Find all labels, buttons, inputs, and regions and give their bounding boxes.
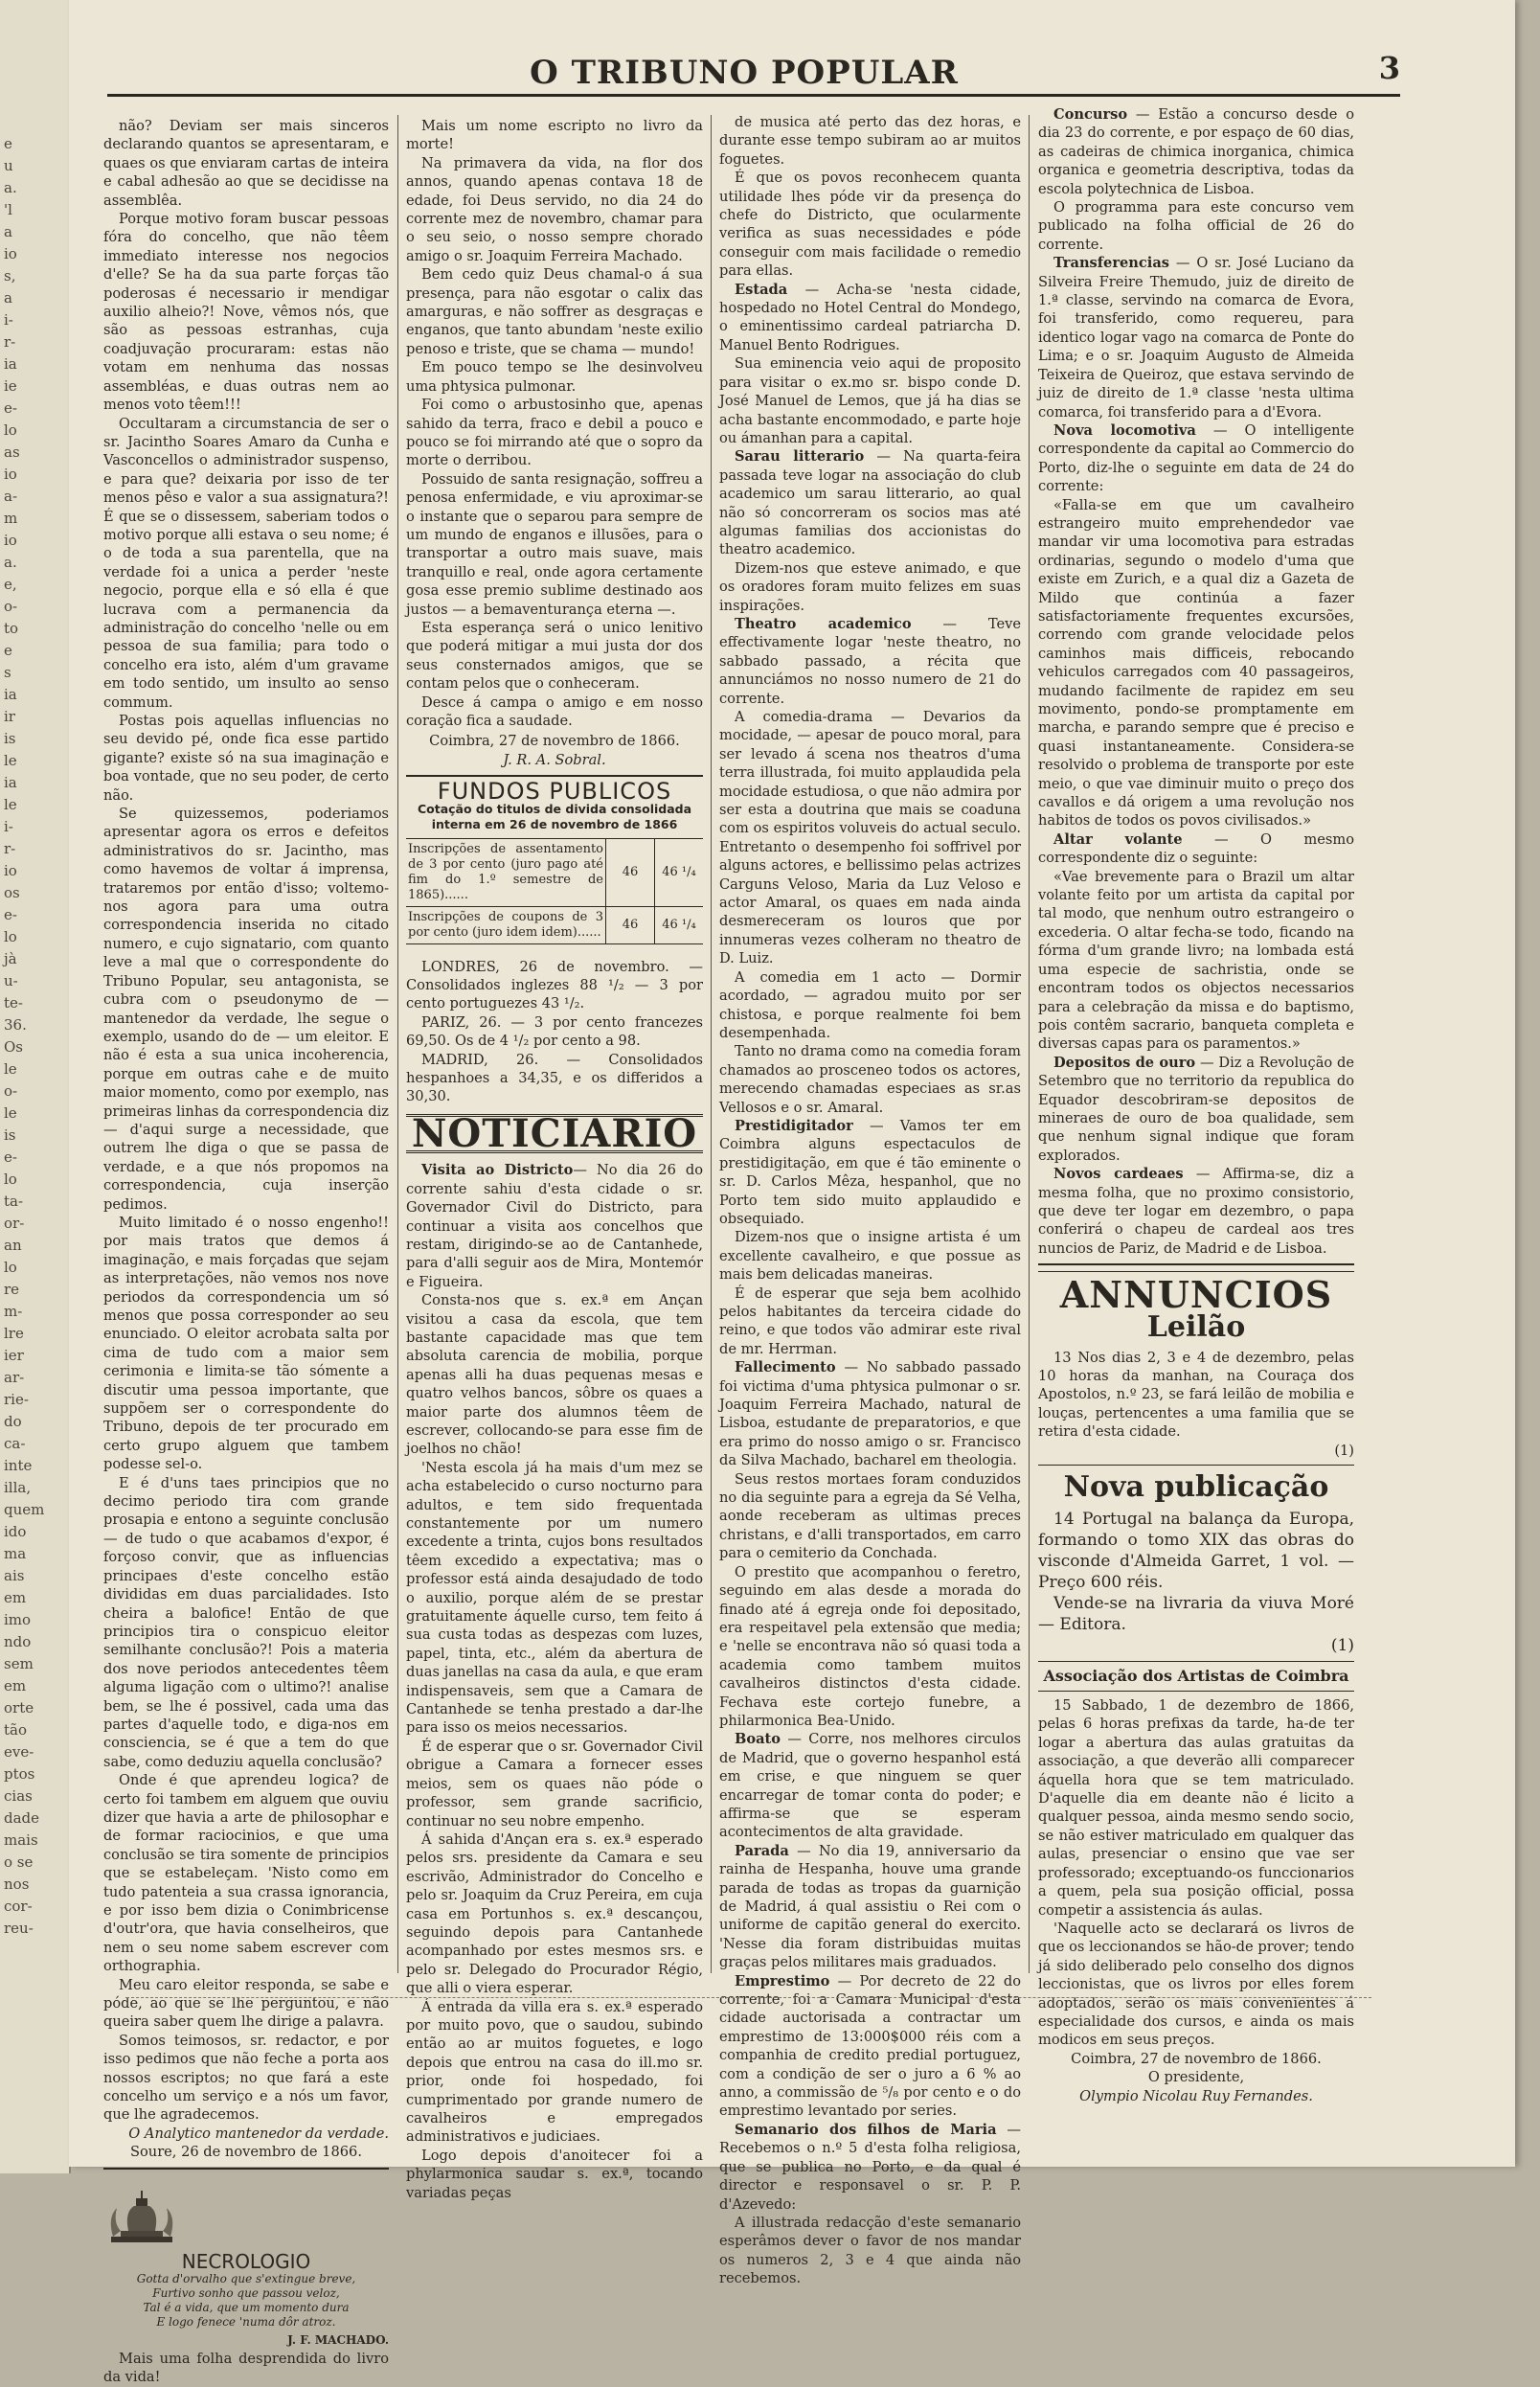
news-item: [719, 281, 1021, 355]
stock-quote: PARIZ, 26. — 3 por cento francezes 69,50. Os de 4 ¹/₂ por cento a 98.: [406, 1013, 703, 1050]
article-signature: J. R. A. Sobral.: [503, 751, 606, 768]
table-row: [406, 838, 703, 906]
prev-page-fragment: to: [4, 620, 19, 637]
prev-page-fragment: ido: [4, 1523, 27, 1540]
item-text: — Estão a concurso desde o dia 23 do corrente, e por espaço de 60 dias, as cadeiras de chimica inorganica, chimica organica e geometria descriptiva, todas da escola polytechnica de Lisboa.: [1038, 106, 1354, 197]
item-heading: Emprestimo: [735, 1972, 830, 1989]
news-item: [1038, 830, 1354, 868]
table-cell: Inscripções de coupons de 3 por cento (juro idem idem)......: [406, 906, 606, 943]
stock-news: [406, 958, 703, 1106]
signatory-role: O presidente,: [1147, 2069, 1245, 2086]
news-item: [719, 1284, 1021, 1359]
poem-line: Tal é a vida, que um momento dura: [143, 2300, 350, 2314]
prev-page-fragment: ma: [4, 1545, 27, 1562]
news-item: [719, 1358, 1021, 1469]
prev-page-fragment: m-: [4, 1303, 23, 1320]
prev-page-fragment: is: [4, 730, 16, 747]
newspaper-title: O TRIBUNO POPULAR: [530, 54, 959, 92]
column-divider: [711, 115, 712, 1973]
item-heading: Altar volante: [1053, 830, 1183, 848]
item-text: A comedia em 1 acto — Dormir acordado, — agradou muito por ser chistosa, e porque realmente foi bem desempenhada.: [719, 968, 1021, 1041]
item-text: — Acha-se 'nesta cidade, hospedado no Hotel Central do Mondego, o eminentissimo cardeal patriarcha D. Manuel Bento Rodrigues.: [719, 281, 1021, 353]
prev-page-fragment: io: [4, 466, 17, 483]
prev-page-fragment: i-: [4, 818, 13, 835]
prev-page-fragment: em: [4, 1589, 27, 1606]
item-text: O programma para este concurso vem publicado na folha official de 26 do corrente.: [1038, 199, 1354, 253]
news-item: [719, 1470, 1021, 1563]
paragraph: Somos teimosos, sr. redactor, e por isso pedimos que não feche a porta aos nossos escriptos; no que fará a este concelho um serviço e a nós um favor, que lhe agradecemos.: [103, 2032, 389, 2124]
previous-page-edge: [0, 0, 71, 2173]
section-rule: [406, 775, 703, 777]
prev-page-fragment: a: [4, 223, 12, 240]
prev-page-fragment: le: [4, 752, 17, 769]
item-text: — Recebemos o n.º 5 d'esta folha religiosa, que se publica no Porto, e da qual é director e responsavel o sr. P. P. d'Azevedo:: [719, 2121, 1021, 2213]
table-cell: Inscripções de assentamento de 3 por cento (juro pago até fim do 1.º semestre de 1865)......: [406, 838, 606, 906]
prev-page-fragment: ca-: [4, 1435, 26, 1452]
item-text: — O sr. José Luciano da Silveira Freire Themudo, juiz de direito de 1.ª classe, servindo na comarca de Evora, foi transferido, como requereu, para identico logar vago na comarca de Ponte do Lima; e o sr. Joaquim Augusto de Almeida Teixeira de Queiroz, que estava servindo de juiz de direito de 1.ª classe 'nesta ultima comarca, foi transferido para a d'Evora.: [1038, 255, 1354, 421]
prev-page-fragment: nos: [4, 1876, 30, 1893]
associacao-title: Associação dos Artistas de Coimbra: [1043, 1667, 1349, 1686]
paragraph: Foi como o arbustosinho que, apenas sahido da terra, fraco e debil a pouco e pouco se foi mirrando até que o sopro da morte o derribou.: [406, 397, 703, 469]
prev-page-fragment: o-: [4, 598, 18, 615]
paragraph: 15 Sabbado, 1 de dezembro de 1866, pelas 6 horas prefixas da tarde, ha-de ter logar a abertura das aulas gratuitas da associação, a que deverão alli comparecer áquella hora que se tem matriculado. D'aquelle dia em deante não é licito a qualquer pessoa, ainda mesmo sendo socio, se não estiver matriculado em qualquer das aulas, presenciar o ensino que vae ser professorado; exceptuando-os funccionarios a quem, pela sua posição official, possa competir a assistencia ás aulas.: [1038, 1697, 1354, 1919]
item-text: — No dia 19, anniversario da rainha de Hespanha, houve uma grande parada de todas as tropas da guarnição de Madrid, á qual assistiu o Rei com o uniforme de capitão general do exercito. 'Nesse dia foram distribuidas muitas graças pelos militares mais graduados.: [719, 1842, 1021, 1971]
item-text: «Vae brevemente para o Brazil um altar volante feito por um artista da capital por tal modo, que nenhum outro estrangeiro o excederia. O altar fecha-se todo, ficando na fórma d'um grande livro; na lombada está uma especie de sachristia, onde se encontram todos os objectos necessarios para a celebração da missa e do baptismo, pois contêm sacrario, banqueta completa e diversas capas para os paramentos.»: [1038, 868, 1354, 1053]
item-text: É que os povos reconhecem quanta utilidade lhes póde vir da presença do chefe do Districto, que ocularmente verifica as suas necessidades e póde conseguir com mais facilidade o remedio para ellas.: [719, 170, 1021, 280]
prev-page-fragment: ia: [4, 355, 17, 373]
prev-page-fragment: sem: [4, 1655, 34, 1672]
prev-page-fragment: cor-: [4, 1898, 33, 1915]
prev-page-fragment: ia: [4, 774, 17, 791]
prev-page-fragment: s: [4, 664, 11, 681]
paragraph: Logo depois d'anoitecer foi a phylarmonica saudar s. ex.ª, tocando variadas peças: [406, 2147, 703, 2201]
news-item: [1038, 868, 1354, 1054]
nova-publicacao-text: 14 Portugal na balança da Europa, formando o tomo XIX das obras do visconde d'Almeida Garret, 1 vol. — Preço 600 réis.: [1038, 1510, 1354, 1593]
prev-page-fragment: lo: [4, 928, 17, 945]
prev-page-fragment: dade: [4, 1809, 40, 1827]
news-item: [719, 559, 1021, 615]
leilao-text: 13 Nos dias 2, 3 e 4 de dezembro, pelas 10 horas da manhan, na Couraça dos Apostolos, n.º 23, se fará leilão de mobilia e louças, pertencentes a uma familia que se retira d'esta cidade.: [1038, 1349, 1354, 1441]
col1-article: [103, 117, 389, 2125]
item-heading: Prestidigitador: [735, 1117, 853, 1134]
prev-page-fragment: rie-: [4, 1391, 29, 1408]
column-divider: [397, 115, 398, 1973]
prev-page-fragment: cias: [4, 1787, 33, 1805]
news-item: [719, 1228, 1021, 1284]
prev-page-fragment: e: [4, 135, 12, 152]
prev-page-fragment: io: [4, 862, 17, 879]
prev-page-fragment: ia: [4, 686, 17, 703]
item-heading: Estada: [735, 281, 788, 298]
prev-page-fragment: or-: [4, 1215, 25, 1232]
annuncios-header: ANNUNCIOS: [1059, 1273, 1333, 1317]
prev-page-fragment: le: [4, 796, 17, 813]
item-heading: Nova locomotiva: [1053, 421, 1196, 439]
paragraph: Á sahida d'Ançan era s. ex.ª esperado pelos srs. presidente da Camara e seu escrivão, Administrador do Concelho e pelo sr. Joaquim da Cruz Pereira, em cuja casa em Portunhos s. ex.ª descançou, seguindo depois para Cantanhede acompanhado por estes mesmos srs. e pelo sr. Delegado do Procurador Régio, que alli o viera esperar.: [406, 1830, 703, 1997]
prev-page-fragment: e: [4, 642, 12, 659]
paragraph: É de esperar que o sr. Governador Civil obrigue a Camara a fornecer esses meios, sem os quaes não póde o professor, sem grande sacrificio, continuar no seu nobre empenho.: [406, 1738, 703, 1830]
fundos-table: [406, 838, 703, 944]
prev-page-fragment: u-: [4, 972, 18, 989]
table-cell: 46: [606, 838, 655, 906]
paragraph: Muito limitado é o nosso engenho!! por mais tratos que demos á imaginação, e mais forçadas que sejam as interpretações, não vemos nos nove periodos da correspondencia um só menos que possa corresponder ao seu enunciado. O eleitor acrobata salta por cima de tudo com a maior sem cerimonia e limita-se tão sómente a discutir uma pessoa importante, que suppõem ser o correspondente do Tribuno, depois de ter procurado em certo grupo alguem que tambem podesse sel-o.: [103, 1214, 389, 1473]
news-items: [1038, 105, 1354, 1258]
news-item: [719, 615, 1021, 708]
item-heading: Theatro academico: [735, 615, 912, 632]
paragraph: Possuido de santa resignação, soffreu a penosa enfermidade, e viu aproximar-se o instante que o separou para sempre de um mundo de enganos e illusões, para o transportar a outro mais suave, mais tranquillo e real, onde agora certamente gosa esse premio sublime destinado aos justos — a bemaventurança eterna —.: [406, 470, 703, 618]
prev-page-fragment: io: [4, 245, 17, 262]
prev-page-fragment: a.: [4, 554, 17, 571]
paragraph: Meu caro eleitor responda, se sabe e póde, ao que se lhe perguntou, e não queira saber quem lhe dirige a palavra.: [103, 1976, 389, 2031]
paragraph: Occultaram a circumstancia de ser o sr. Jacintho Soares Amaro da Cunha e Vasconcellos o administrador suspenso, e para que? deixaria por isso de ter menos pêso e valor a sua assignatura?! É que se o dissessem, saberiam todos o motivo porque alli estava o seu nome; é o de toda a sua parentella, que na verdade foi a unica a perder 'neste negocio, porque ella e só ella é que lucrava com a permanencia da administração do concelho 'nelle ou em pessoa de sua familia; para todo o concelho era isto, além d'um gravame em todo sentido, um insulto ao senso commum.: [103, 415, 389, 711]
prev-page-fragment: lo: [4, 1259, 17, 1276]
prev-page-fragment: Os: [4, 1038, 23, 1056]
prev-page-fragment: as: [4, 443, 20, 461]
leilao-title: Leilão: [1146, 1309, 1246, 1344]
prev-page-fragment: e,: [4, 576, 17, 593]
prev-page-fragment: jà: [4, 950, 17, 967]
table-cell: 46 ¹/₄: [655, 906, 704, 943]
nova-publicacao-sale: Vende-se na livraria da viuva Moré — Editora.: [1038, 1594, 1354, 1635]
prev-page-fragment: a.: [4, 179, 17, 196]
stock-quote: LONDRES, 26 de novembro. — Consolidados inglezes 88 ¹/₂ — 3 por cento portuguezes 43 ¹/₂.: [406, 958, 703, 1012]
prev-page-fragment: os: [4, 884, 20, 901]
news-item: [719, 708, 1021, 968]
paragraph: Postas pois aquellas influencias no seu devido pé, onde fica esse partido gigante? existe só na sua imaginação e boa vontade, que no seu poder, de certo não.: [103, 713, 389, 804]
paragraph: Na primavera da vida, na flor dos annos, quando apenas contava 18 de edade, foi Deus servido, no dia 24 do corrente mez de novembro, chamar para o seu seio, o nosso sempre chorado amigo o sr. Joaquim Ferreira Machado.: [406, 154, 703, 264]
prev-page-fragment: o-: [4, 1082, 18, 1100]
news-item: [1038, 496, 1354, 830]
news-item: [719, 169, 1021, 280]
news-item: [719, 113, 1021, 169]
item-heading: Fallecimento: [735, 1359, 836, 1376]
col2-necrologio-text: [406, 117, 703, 730]
item-text: Tanto no drama como na comedia foram chamados ao prosceneo todos os actores, merecendo chamadas especiaes as sr.as Vellosos e o sr. Amaral.: [719, 1043, 1021, 1116]
prev-page-fragment: o se: [4, 1853, 34, 1871]
news-item: [719, 2121, 1021, 2214]
prev-page-fragment: orte: [4, 1699, 34, 1716]
prev-page-fragment: r-: [4, 333, 16, 351]
ad-ref: (1): [1334, 1442, 1354, 1459]
item-text: — Vamos ter em Coimbra alguns espectaculos de prestidigitação, em que é tão eminente o sr. D. Carlos Mêza, hespanhol, que no Porto tem sido muito applaudido e obsequiado.: [719, 1117, 1021, 1227]
item-heading: Novos cardeaes: [1053, 1166, 1184, 1183]
noticiario-header: NOTICIARIO: [406, 1114, 703, 1153]
news-item: [1038, 254, 1354, 421]
masthead: [107, 50, 1400, 107]
section-rule: [1038, 1271, 1354, 1272]
prev-page-fragment: le: [4, 1104, 17, 1122]
prev-page-fragment: r-: [4, 840, 16, 857]
prev-page-fragment: em: [4, 1677, 27, 1694]
newspaper-page: [69, 0, 1515, 2386]
section-rule: [1038, 1661, 1354, 1662]
prev-page-fragment: a: [4, 289, 12, 307]
prev-page-fragment: ta-: [4, 1193, 24, 1210]
paragraph: Mais um nome escripto no livro da morte!: [406, 118, 703, 153]
section-rule: [103, 2168, 389, 2170]
paragraph: Porque motivo foram buscar pessoas fóra do concelho, que não têem immediato interesse nos negocios d'elle? Se ha da sua parte forças tão poderosas é necessario ir mendigar auxilio alheio?! Nove, vêmos nós, que são as pessoas estranhas, cuja coadjuvação procuraram: estas não votam em nenhuma das nossas assembléas, e duas outras nem ao menos voto têem!!!: [103, 211, 389, 414]
prev-page-fragment: 36.: [4, 1016, 27, 1034]
prev-page-fragment: illa,: [4, 1479, 32, 1496]
prev-page-fragment: ndo: [4, 1633, 32, 1650]
prev-page-fragment: 'l: [4, 201, 12, 218]
item-text: — Corre, nos melhores circulos de Madrid, que o governo hespanhol está em crise, e que ninguem se quer encarregar de tomar conta do poder; e affirma-se que se esperam acontecimentos de alta gravidade.: [719, 1731, 1021, 1841]
prev-page-fragment: a-: [4, 488, 18, 505]
paragraph: Esta esperança será o unico lenitivo que poderá mitigar a mui justa dor dos seus consternados amigos, que se contam pelos que o conheceram.: [406, 619, 703, 693]
prev-page-fragment: i-: [4, 311, 13, 329]
item-text: É de esperar que seja bem acolhido pelos habitantes da terceira cidade do reino, e que todos vão admirar este rival de mr. Herrman.: [719, 1284, 1021, 1357]
news-item: [719, 1563, 1021, 1731]
fundos-title: FUNDOS PUBLICOS: [437, 778, 672, 806]
prev-page-fragment: imo: [4, 1611, 32, 1628]
news-item: [719, 1842, 1021, 1972]
necrologio-poem: [103, 2272, 389, 2330]
prev-page-fragment: is: [4, 1126, 16, 1144]
news-item: [1038, 1054, 1354, 1165]
necrologio-title: NECROLOGIO: [181, 2250, 311, 2274]
article-place-date: Soure, 26 de novembro de 1866.: [130, 2144, 362, 2161]
section-rule: [1038, 1263, 1354, 1265]
news-item: [719, 1730, 1021, 1841]
news-item: [719, 968, 1021, 1043]
item-text: — Diz a Revolução de Setembro que no territorio da republica do Equador descobriram-se depositos de mineraes de ouro de boa qualidade, sem que nenhum signal indique que foram explorados.: [1038, 1054, 1354, 1164]
paragraph: Á entrada da villa era s. ex.ª esperado por muito povo, que o saudou, subindo então ao ar muitos foguetes, e logo depois que entrou na casa do ill.mo sr. prior, onde foi hospedado, foi cumprimentado por grande numero de cavalheiros e empregados administrativos e judiciaes.: [406, 1998, 703, 2146]
fundos-subtitle: Cotação do titulos de divida consolidada interna em 26 de novembro de 1866: [417, 801, 692, 831]
prev-page-fragment: ir: [4, 708, 15, 725]
visita-article: [406, 1291, 703, 2202]
item-text: — Por decreto de 22 do corrente, foi a Camara Municipal d'esta cidade auctorisada a contractar um emprestimo de 13:000$000 réis com a companhia de credito predial portuguez, com a condição de ser o juro a 6 % ao anno, a commissão de ⁵/₈ por cento e o do emprestimo levantado por series.: [719, 1972, 1021, 2120]
item-heading: Visita ao Districto: [421, 1162, 574, 1179]
item-text: — Teve effectivamente logar 'neste theatro, no sabbado passado, a récita que annunciámos no nosso numero de 21 do corrente.: [719, 615, 1021, 707]
item-text: — No sabbado passado foi victima d'uma phtysica pulmonar o sr. Joaquim Ferreira Machado, natural de Lisboa, estudante de preparatorios, e que era primo do nosso amigo o sr. Francisco da Silva Machado, bacharel em theologia.: [719, 1359, 1021, 1469]
prev-page-fragment: lre: [4, 1325, 24, 1342]
signatory-name: Olympio Nicolau Ruy Fernandes.: [1079, 2087, 1313, 2104]
news-items: [719, 113, 1021, 2288]
section-rule: [1038, 1691, 1354, 1692]
prev-page-fragment: inte: [4, 1457, 33, 1474]
prev-page-fragment: e-: [4, 399, 17, 417]
paragraph: Onde é que aprendeu logica? de certo foi tambem em alguem que ouviu dizer que havia a arte de philosophar e de formar raciocinios, e que uma conclusão se tira somente de principios que se estabeleçam. 'Nisto como em tudo patenteia a sua crassa ignorancia, e por isso bem dizia o Conimbricense d'outr'ora, que havia conselheiros, que nem o seu nome sabem escrever com orthographia.: [103, 1772, 389, 1975]
column-4: [1038, 105, 1355, 2104]
prev-page-fragment: ais: [4, 1567, 25, 1584]
prev-page-fragment: an: [4, 1237, 22, 1254]
necrologio-text: Mais uma folha desprendida do livro da vida!: [103, 2350, 389, 2386]
paragraph: 'Naquelle acto se declarará os livros de que os leccionandos se hão-de prover; tendo já sido deliberado pelo conselho dos dignos leccionistas, que os livros por elles forem adoptados, serão os mais convenientes á especialidade dos cursos, e ainda os mais modicos em seus preços.: [1038, 1920, 1354, 2049]
item-text: de musica até perto das dez horas, e durante esse tempo subiram ao ar muitos foguetes.: [719, 114, 1021, 168]
place-date: Coimbra, 27 de novembro de 1866.: [1071, 2050, 1322, 2067]
item-text: — O mesmo correspondente diz o seguinte:: [1038, 830, 1354, 867]
item-text: — Na quarta-feira passada teve logar na associação do club academico um sarau litterario, ao qual não só concorreram os socios mas até algumas familias dos accionistas do theatro academico.: [719, 448, 1021, 558]
item-heading: Parada: [735, 1842, 789, 1859]
column-1: [103, 117, 389, 2386]
news-item: [1038, 1165, 1354, 1258]
prev-page-fragment: eve-: [4, 1743, 34, 1761]
prev-page-fragment: reu-: [4, 1920, 34, 1937]
column-divider: [1029, 115, 1030, 1973]
poem-line: Furtivo sonho que passou veloz,: [152, 2285, 340, 2300]
item-text: O prestito que acompanhou o feretro, seguindo em alas desde a morada do finado até á egreja onde foi depositado, era respeitavel pela extensão que media; e 'nelle se encontrava não só quasi toda a academia como tambem muitos cavalheiros distinctos d'esta cidade. Fechava este cortejo funebre, a philarmonica Bea-Unido.: [719, 1563, 1021, 1729]
item-text: — No dia 26 do corrente sahiu d'esta cidade o sr. Governador Civil do Districto, para continuar a visita aos concelhos que restam, dirigindo-se ao de Cantanhede, para d'alli seguir aos de Mira, Montemór e Figueira.: [406, 1162, 703, 1290]
news-item: [1038, 105, 1354, 198]
news-item: [719, 1042, 1021, 1117]
table-row: [406, 906, 703, 943]
prev-page-fragment: e-: [4, 906, 17, 923]
item-heading: Concurso: [1053, 106, 1128, 123]
page-number: 3: [1378, 50, 1400, 86]
prev-page-fragment: e-: [4, 1148, 17, 1166]
prev-page-fragment: s,: [4, 267, 16, 284]
prev-page-fragment: re: [4, 1281, 20, 1298]
paragraph: Consta-nos que s. ex.ª em Ançan visitou a casa da escola, que tem bastante capacidade mas que tem absoluta carencia de mobilia, porque apenas alli ha duas pequenas mesas e quatro velhos bancos, sôbre os quaes a maior parte dos alumnos têem de escrever, collocando-se para esse fim de joelhos no chão!: [406, 1292, 703, 1458]
prev-page-fragment: ie: [4, 377, 17, 395]
funeral-urn-icon: [103, 2189, 180, 2244]
table-cell: 46 ¹/₄: [655, 838, 704, 906]
column-2: [406, 117, 703, 2201]
item-text: «Falla-se em que um cavalheiro estrangeiro muito emprehendedor vae mandar vir uma locomotiva para estradas ordinarias, segundo o modelo d'uma que existe em Zurich, e a qual diz a Gazeta de Mildo que continúa a fazer satisfactoriamente frequentes excursões, correndo com grande velocidade pelos caminhos mais difficeis, rebocando vehiculos carregados com 40 passageiros, mudando facilmente de rapidez em seu movimento, pondo-se promptamente em marcha, e parando sempre que é preciso e quasi instantaneamente. Considera-se resolvido o problema de transporte por este meio, o que vae diminuir muito o preço dos cavallos e dá origem a uma revolução nos habitos de todos os povos civilisados.»: [1038, 496, 1354, 830]
section-rule: [1038, 1465, 1354, 1466]
prev-page-fragment: mais: [4, 1831, 38, 1849]
nova-publicacao-title: Nova publicação: [1063, 1470, 1329, 1505]
prev-page-fragment: lo: [4, 1171, 17, 1188]
item-heading: Semanario dos filhos de Maria: [735, 2121, 997, 2138]
prev-page-fragment: tão: [4, 1721, 28, 1739]
article-signature: O Analytico mantenedor da verdade.: [128, 2125, 389, 2142]
poem-line: E logo fenece 'numa dôr atroz.: [156, 2314, 336, 2329]
ad-ref: (1): [1330, 1636, 1354, 1656]
item-text: Sua eminencia veio aqui de proposito para visitar o ex.mo sr. bispo conde D. José Manuel de Lemos, que já ha dias se acha bastante encommodado, e parte hoje ou ámanhan para a capital.: [719, 355, 1021, 446]
item-text: A illustrada redacção d'este semanario esperâmos dever o favor de nos mandar os numeros 2, 3 e 4 que ainda não recebemos.: [719, 2214, 1021, 2287]
paragraph: E é d'uns taes principios que no decimo periodo tira com grande prosapia e entono a seguinte conclusão — de tudo o que acabamos d'expor, é forçoso convir, que as influencias principaes d'este concelho estão divididas em duas parcialidades. Isto cheira a balofice! Então de que principios tira o conspicuo eleitor semilhante conclusão?! Pois a materia dos nove periodos antecedentes têem alguma ligação com o ultimo?! analise bem, se lhe é possivel, cada uma das partes d'aquelle todo, e diga-nos em consciencia, se é que a tem do que sabe, como deduziu aquella conclusão?: [103, 1474, 389, 1770]
news-item: [719, 1972, 1021, 2121]
paragraph: Bem cedo quiz Deus chamal-o á sua presença, para não esgotar o calix das amarguras, e não soffrer as desgraças e enganos, que tanto abundam 'neste exilio penoso e triste, que se chama — mundo!: [406, 266, 703, 357]
news-item: [719, 2214, 1021, 2288]
news-item: [1038, 421, 1354, 496]
item-text: Dizem-nos que esteve animado, e que os oradores foram muito felizes em suas inspirações.: [719, 559, 1021, 614]
prev-page-fragment: ar-: [4, 1369, 25, 1386]
paragraph: Em pouco tempo se lhe desinvolveu uma phtysica pulmonar.: [406, 359, 703, 395]
paragraph: Desce á campa o amigo e em nosso coração fica a saudade.: [406, 693, 703, 729]
paragraph: 'Nesta escola já ha mais d'um mez se acha estabelecido o curso nocturno para adultos, e tem sido frequentada constantemente por um numero excedente a trinta, cujos bons resultados têem excedido a expectativa; mas o professor está ainda desajudado de todo o auxilio, porque além de se prestar gratuitamente áquelle curso, tem feito á sua custa todas as despezas com luzes, papel, tinta, etc., além da abertura de duas janellas na casa da aula, e que eram indispensaveis, sem que a Camara de Cantanhede se tenha prestado a dar-lhe para isso os meios necessarios.: [406, 1459, 703, 1737]
item-text: — Affirma-se, diz a mesma folha, que no proximo consistorio, que deve ter logar em dezembro, o papa conferirá o chapeu de cardeal aos tres nuncios de Pariz, de Madrid e de Lisboa.: [1038, 1166, 1355, 1257]
bottom-rule: [126, 1997, 1371, 1998]
prev-page-fragment: io: [4, 532, 17, 549]
item-text: A comedia-drama — Devarios da mocidade, — apesar de pouco moral, para ser levado á scena nos theatros d'uma terra illustrada, foi muito applaudida pela mocidade estudiosa, o que não admira por ser esta a doutrina que mais se coaduna com os espiritos voluveis do actual seculo. Entretanto o desempenho foi soffrivel por alguns actores, e bellissimo pelas actrizes Carguns Veloso, Maria da Luz Veloso e actor Amaral, os quaes em nada ainda desmereceram os louros que por innumeras vezes colheram no theatro de D. Luiz.: [719, 709, 1021, 967]
item-heading: Transferencias: [1053, 255, 1170, 272]
article-place-date: Coimbra, 27 de novembro de 1866.: [429, 733, 680, 750]
item-text: Seus restos mortaes foram conduzidos no dia seguinte para a egreja da Sé Velha, aonde receberam as ultimas preces christans, e d'alli transportados, em carro para o cemiterio da Conchada.: [719, 1470, 1021, 1562]
prev-page-fragment: ptos: [4, 1765, 35, 1783]
table-cell: 46: [606, 906, 655, 943]
prev-page-fragment: quem: [4, 1501, 45, 1518]
prev-page-fragment: u: [4, 157, 13, 174]
paragraph: não? Deviam ser mais sinceros declarando quantos se apresentaram, e quaes os que enviaram cartas de inteira e cabal adhesão ao que se decidisse na assemblêa.: [103, 118, 389, 209]
prev-page-fragment: le: [4, 1060, 17, 1078]
item-heading: Sarau litterario: [735, 448, 865, 466]
stock-quote: MADRID, 26. — Consolidados hespanhoes a 34,35, e os differidos a 30,30.: [406, 1051, 703, 1105]
item-text: — O intelligente correspondente da capital ao Commercio do Porto, diz-lhe o seguinte em data de 24 do corrente:: [1038, 421, 1354, 495]
news-item: [719, 447, 1021, 558]
prev-page-fragment: ier: [4, 1347, 24, 1364]
news-item: [719, 354, 1021, 447]
prev-page-fragment: do: [4, 1413, 22, 1430]
item-heading: Boato: [735, 1731, 781, 1748]
item-heading: Depositos de ouro: [1053, 1054, 1196, 1071]
prev-page-fragment: m: [4, 510, 18, 527]
news-item: [1038, 198, 1354, 254]
item-text: Dizem-nos que o insigne artista é um excellente cavalheiro, e que possue as mais bem delicadas maneiras.: [719, 1229, 1021, 1284]
news-item: [719, 1117, 1021, 1228]
paragraph: Se quizessemos, poderiamos apresentar agora os erros e defeitos administrativos do sr. Jacintho, mas como havemos de voltar á imprensa, trataremos por então d'isso; voltemo-nos agora para uma outra correspondencia inserida no citado numero, e cujo signatario, com quanto leve a mal que o correspondente do Tribuno Popular, seu antagonista, se cubra com o pseudonymo de — mantenedor da verdade, lhe segue o exemplo, usando do de — um eleitor. E não é esta a sua unica incoherencia, porque em outras cahe e de muito maior momento, como por exemplo, nas primeiras linhas da correspondencia diz — d'aqui surge a necessidade, que outrem lhe diga o que se passa de verdade, e a que nós propomos na correspondencia, cuja inserção pedimos.: [103, 806, 389, 1213]
masthead-rule: [107, 94, 1400, 97]
poem-author: J. F. MACHADO.: [287, 2332, 389, 2347]
prev-page-fragment: te-: [4, 994, 23, 1012]
column-3: [719, 113, 1021, 2287]
prev-page-fragment: lo: [4, 421, 17, 439]
poem-line: Gotta d'orvalho que s'extingue breve,: [136, 2271, 356, 2285]
